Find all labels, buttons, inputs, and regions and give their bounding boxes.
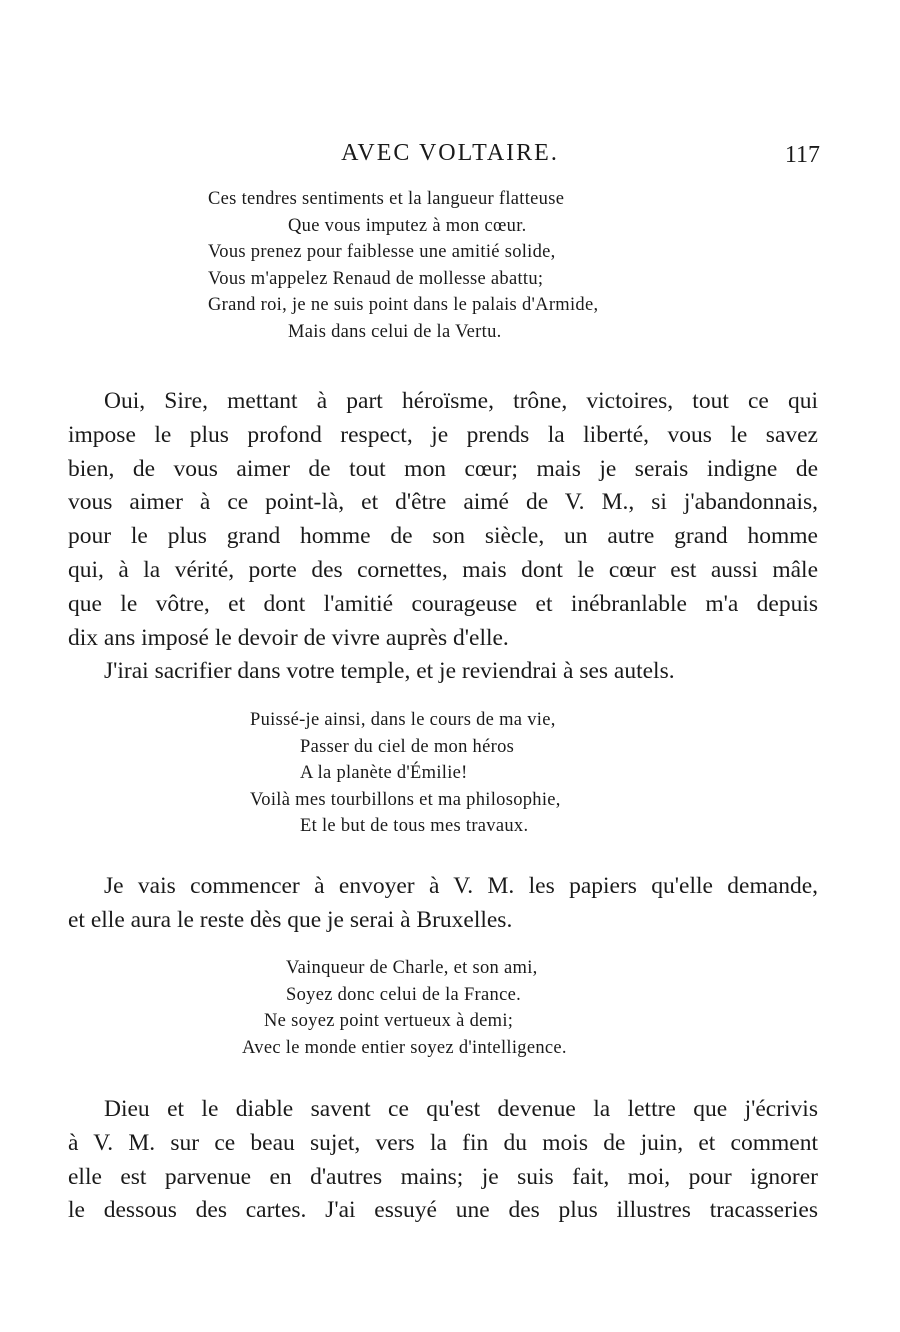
verse-line: Et le but de tous mes travaux. (300, 816, 529, 837)
running-title: AVEC VOLTAIRE. (341, 140, 559, 166)
prose-line: vous aimer à ce point-là, et d'être aimé de V. M., si j'abandonnais, (68, 489, 818, 516)
verse-line: Voilà mes tourbillons et ma philosophie, (250, 789, 561, 810)
verse-line: Vous m'appelez Renaud de mollesse abattu; (208, 268, 544, 289)
prose-line: Oui, Sire, mettant à part héroïsme, trône, victoires, tout ce qui (104, 388, 818, 414)
verse-line: Mais dans celui de la Vertu. (288, 321, 502, 342)
prose-line: et elle aura le reste dès que je serai à Bruxelles. (68, 906, 513, 933)
verse-block-3 (242, 955, 567, 1061)
verse-line: Grand roi, je ne suis point dans le palais d'Armide, (208, 295, 599, 316)
verse-line: Vous prenez pour faiblesse une amitié solide, (208, 242, 556, 263)
prose-line: Dieu et le diable savent ce qu'est devenue la lettre que j'écrivis (104, 1096, 818, 1122)
page-header (0, 138, 900, 170)
paragraph-4 (68, 1093, 818, 1228)
prose-line: pour le plus grand homme de son siècle, un autre grand homme (68, 523, 818, 550)
prose-line: elle est parvenue en d'autres mains; je suis fait, moi, pour ignorer (68, 1163, 818, 1190)
prose-line: Je vais commencer à envoyer à V. M. les papiers qu'elle demande, (104, 873, 818, 899)
prose-line: que le vôtre, et dont l'amitié courageuse et inébranlable m'a depuis (68, 590, 818, 617)
verse-block-1 (208, 186, 598, 346)
paragraph-2 (68, 655, 818, 689)
page-number: 117 (784, 142, 820, 168)
verse-line: Passer du ciel de mon héros (300, 736, 515, 757)
prose-line: bien, de vous aimer de tout mon cœur; mais je serais indigne de (68, 455, 818, 482)
prose-line: à V. M. sur ce beau sujet, vers la fin du mois de juin, et comment (68, 1129, 818, 1156)
prose-line: qui, à la vérité, porte des cornettes, mais dont le cœur est aussi mâle (68, 556, 818, 583)
paragraph-1 (68, 385, 818, 655)
prose-line: J'irai sacrifier dans votre temple, et je reviendrai à ses autels. (104, 658, 675, 684)
verse-line: Puissé-je ainsi, dans le cours de ma vie, (250, 710, 556, 730)
verse-line: Avec le monde entier soyez d'intelligence. (242, 1037, 567, 1058)
verse-block-2 (250, 707, 561, 840)
prose-line: impose le plus profond respect, je prends la liberté, vous le savez (68, 421, 818, 448)
verse-line: Que vous imputez à mon cœur. (288, 215, 527, 236)
paragraph-3 (68, 870, 818, 938)
verse-line: A la planète d'Émilie! (300, 763, 468, 784)
verse-line: Ces tendres sentiments et la langueur flatteuse (208, 189, 565, 209)
prose-line: le dessous des cartes. J'ai essuyé une des plus illustres tracasseries (68, 1197, 818, 1224)
verse-line: Ne soyez point vertueux à demi; (264, 1011, 514, 1032)
prose-line: dix ans imposé le devoir de vivre auprès d'elle. (68, 624, 509, 651)
verse-line: Vainqueur de Charle, et son ami, (286, 958, 538, 978)
verse-line: Soyez donc celui de la France. (286, 984, 522, 1005)
